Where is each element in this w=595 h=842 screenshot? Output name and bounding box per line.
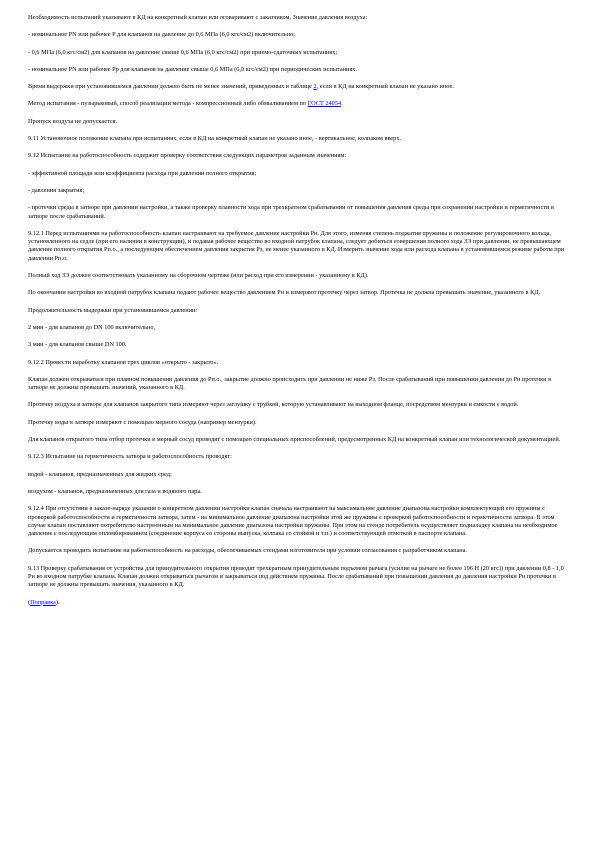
- amendment-note: [28, 599, 565, 607]
- amendment-link[interactable]: Поправка: [30, 598, 56, 606]
- paragraph: 9.13 Проверку срабатывания от устройства для принудительного открытия проводят трехкратным принудительным подъемом рычага (усилие на рычаге не более 196 Н (20 кгс)) при давлении 0,8 - 1,0 Рн во входном патрубке клапана. Клапан должен открываться рычагом и закрываться под действием пружины. После срабатываний при повышении давления до давления настройки Рн протечки в затворе не должны превышать значения, указанного в КД.: [28, 564, 564, 589]
- paragraph: - давления закрытия;: [28, 186, 85, 194]
- paragraph: 3 мин - для клапанов свыше DN 100.: [28, 341, 127, 349]
- gost-24054-link[interactable]: ГОСТ 24054: [307, 100, 342, 108]
- paragraph: Протечку воздуха в затворе для клапанов закрытого типа измеряют через заглушку с трубкой, которую устанавливают на выходном фланце, посредством мензурки и емкости с водой.: [28, 401, 519, 409]
- paragraph: 9.12.4 При отсутствии в заказе-наряде указания о конкретном давлении настройки клапан сначала настраивают на максимальное давление диапазона настройки комплектующей его пружины с проверкой работоспособности и герметичности затвора, затем - на минимальное давление диапазона настройки этой же пружины с проверкой работоспособности и герметичности затвора. В этом случае клапан поставляют потребителю настроенным на минимальное давление диапазона настройки пружины. При этом на стенде потребитель осуществляет подналадку клапана на необходимое давление с последующим опломбированием (соединение корпуса со стороны выпуска, колпака со стойкой и т.п.) и соответствующей отметкой в паспорте клапана.: [28, 505, 558, 538]
- paragraph: Полный ход ЗЭ должен соответствовать указанному на сборочном чертеже (или расход при его измерении - указанному в КД).: [28, 272, 369, 280]
- paragraph: Для клапанов открытого типа отбор протечки в мерный сосуд проводят с помощью специальных приспособлений, предусмотренных КД на конкретный клапан или технологической документацией.: [28, 436, 561, 444]
- paragraph: - протечки среды в затворе при давлении настройки, а также проверку плавности хода при трехкратном срабатывании от повышения давления среды при сохранении настройки и герметичности в затворе после срабатываний.: [28, 204, 554, 220]
- paragraph: - эффективной площади или коэффициента расхода при давлении полного открытия;: [28, 169, 257, 177]
- paragraph: 2 мин - для клапанов до DN 100 включительно,: [28, 323, 156, 331]
- paragraph: Клапан должен открываться при плавном повышении давления до Рп.о., закрытие должно происходить при давлении не ниже Рз. После срабатываний при повышении давления до Рн протечки в затворе не должны превышать значений, указанного в КД.: [28, 375, 552, 392]
- text-segment: , если в КД на конкретный клапан не указано иное.: [316, 83, 454, 91]
- paragraph: По окончании настройки во входной патрубок клапана подают рабочее вещество давлением Рн и измеряют протечку через затвор. Протечка не должна превышать значение, указанного в КД.: [28, 289, 541, 297]
- paragraph: 9.12.2 Провести наработку клапанов трех циклов «открыто - закрыто».: [28, 358, 219, 366]
- text-segment: Время выдержки при установившемся давлении должно быть не менее значений, приведенных в таблице: [28, 83, 314, 91]
- paragraph-test-method: [28, 100, 565, 108]
- paren-open: (: [28, 598, 31, 606]
- paragraph: - номинальное PN или рабочее P для клапанов на давление до 0,6 МПа (6,0 кгс/см2) включительно;: [28, 31, 295, 39]
- paragraph-time-table: [28, 83, 565, 91]
- paragraph: 9.12 Испытание на работоспособность содержит проверку соответствия следующих параметров заданным значениям:: [28, 152, 347, 160]
- paragraph: 9.12.3 Испытание на герметичность затвора и работоспособность проводят:: [28, 453, 232, 461]
- paragraph: водой - клапанов, предназначенных для жидких сред;: [28, 470, 172, 478]
- text-segment: Метод испытания - пузырьковый, способ реализации метода - компрессионный либо обмыливанием по: [28, 100, 308, 108]
- paragraph: воздухом - клапанов, предназначенных для газа и водяного пара.: [28, 487, 202, 495]
- paragraph: Необходимость испытаний указывают в КД на конкретный клапан или оговаривают с заказчиком. Значение давления воздуха:: [28, 14, 368, 21]
- paragraph: Продолжительность выдержки при установившемся давлении:: [28, 306, 198, 314]
- paren-close: ).: [55, 598, 60, 606]
- text-segment: .: [341, 100, 343, 108]
- paragraph: Протечку воды в затворе измеряют с помощью мерного сосуда (например мензурки).: [28, 418, 257, 426]
- paragraph: 9.12.1 Перед испытаниями на работоспособность клапан настраивают на требуемое давление настройки Рн. Для этого, изменяя степень поджатия пружины и положение регулировочного кольца, установленного на седле (при его наличии в конструкции), и подавая рабочее вещество во входной патрубок клапана, следует добиться совершения полного хода ЗЭ при давлении, не превышающем давление полного открытия Рп.о., а последующим обеспечением давления закрытия Рз, не менее указанного в КД. Измерить значение хода или расхода клапана в установившемся режиме работы при давлении Рп.о.: [28, 229, 565, 262]
- paragraph: - 0,6 МПа (6,0 кгс/см2) для клапанов на давление свыше 0,6 МПа (6,0 кгс/см2) при приемо-сдаточных испытаниях;: [28, 48, 338, 56]
- paragraph: Пропуск воздуха не допускается.: [28, 117, 118, 125]
- paragraph: 9.11 Установочное положение клапана при испытаниях, если в КД на конкретный клапан не указано иное, - вертикальное, колпаком вверх.: [28, 135, 402, 143]
- paragraph: Допускается проводить испытание на работоспособность на расходы, обеспечиваемых стендами изготовителя при условии согласования с разработчиком клапана.: [28, 547, 467, 555]
- paragraph: - номинальное PN или рабочее Pp для клапанов на давление свыше 0,6 МПа (6,0 кгс/см2) при периодических испытаниях.: [28, 65, 358, 73]
- table-2-link[interactable]: 2: [313, 83, 317, 91]
